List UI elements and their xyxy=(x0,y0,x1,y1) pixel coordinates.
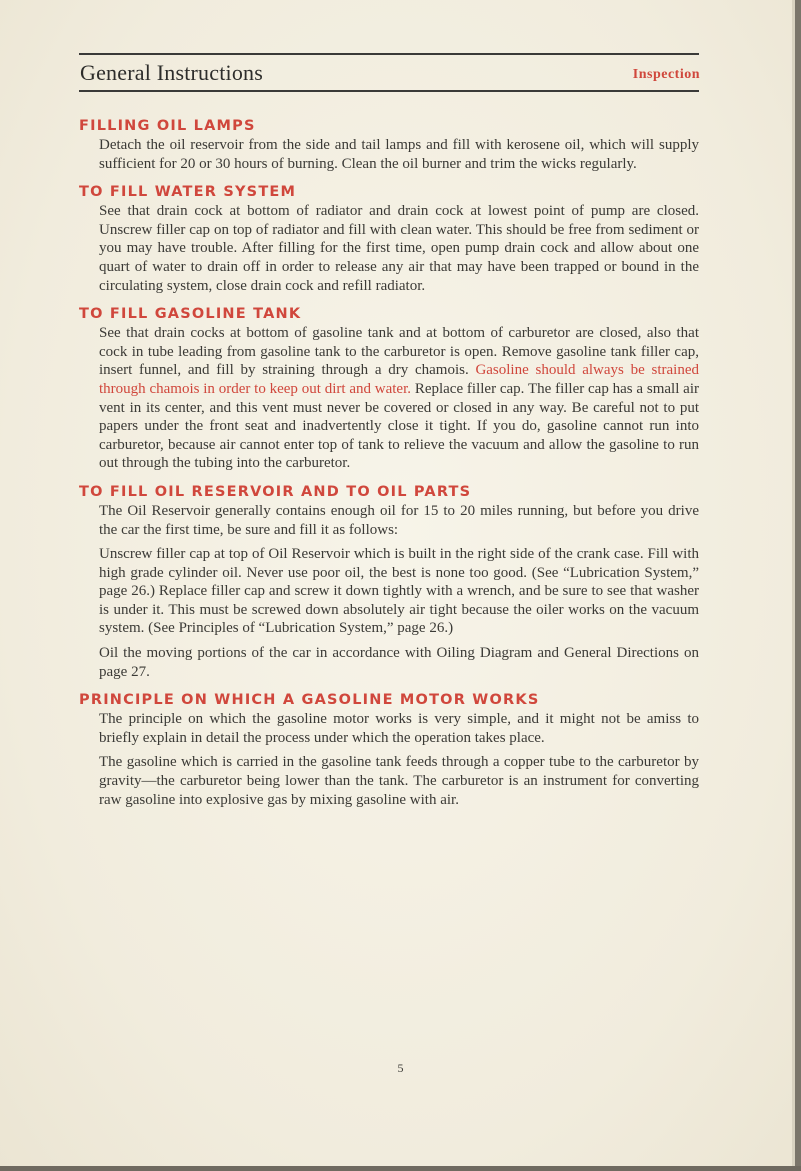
section-heading-oil-reservoir: TO FILL OIL RESERVOIR AND TO OIL PARTS xyxy=(79,483,472,500)
paragraph-oil-reservoir-3: Oil the moving portions of the car in accordance with Oiling Diagram and General Directions on page 27. xyxy=(99,645,699,680)
gasoline-text-after: Replace filler cap. The filler cap has a small air vent in its center, and this vent must never be covered or closed in any way. Be careful not to put papers under the front seat and inadvertently close it tight. If you do, gasoline cannot run into carburetor, because air cannot enter top of tank to relieve the vacuum and allow the gasoline to run out through the tubing into the carburetor. xyxy=(99,380,699,472)
header-rule-top xyxy=(79,53,699,55)
page-content xyxy=(79,116,699,809)
gasoline-text-before: See that drain cocks at bottom of gasoline tank and at bottom of carburetor are closed, also that cock in tube leading from gasoline tank to the carburetor is open. Remove gasoline tank filler cap, insert funnel, and fill by straining through a dry chamois. xyxy=(99,325,699,379)
header-rule-bottom xyxy=(79,90,699,92)
paragraph-gasoline-motor-2: The gasoline which is carried in the gasoline tank feeds through a copper tube to the carburetor by gravity—the carburetor being lower than the tank. The carburetor is an instrument for converting raw gasoline into explosive gas by mixing gasoline with air. xyxy=(99,754,699,808)
gasoline-warning-highlight: Gasoline should always be strained through chamois in order to keep out dirt and water. xyxy=(99,362,699,397)
paragraph-oil-reservoir-1: The Oil Reservoir generally contains enough oil for 15 to 20 miles running, but before you drive the car the first time, be sure and fill it as follows: xyxy=(99,502,699,538)
paragraph-gasoline-motor-1: The principle on which the gasoline motor works is very simple, and it might not be amiss to briefly explain in detail the process under which the operation takes place. xyxy=(99,711,699,746)
page-title: General Instructions xyxy=(80,60,263,85)
section-heading-gasoline-tank: TO FILL GASOLINE TANK xyxy=(79,306,302,323)
page-number: 5 xyxy=(397,1061,404,1075)
section-heading-water-system: TO FILL WATER SYSTEM xyxy=(79,184,297,201)
page-bottom-edge xyxy=(0,1166,801,1171)
paragraph-oil-lamps: Detach the oil reservoir from the side and tail lamps and fill with kerosene oil, which will supply sufficient for 20 or 30 hours of burning. Clean the oil burner and trim the wicks regularly. xyxy=(99,137,699,172)
section-heading-gasoline-motor: PRINCIPLE ON WHICH A GASOLINE MOTOR WORKS xyxy=(79,692,540,709)
paragraph-oil-reservoir-2: Unscrew filler cap at top of Oil Reservoir which is built in the right side of the crank case. Fill with high grade cylinder oil. Never use poor oil, the best is none too good. (See “Lubrication System,” page 26.) Replace filler cap and screw it down tightly with a wrench, and be sure to see that washer is under it. This must be screwed down absolutely air tight because the oiler works on the vacuum system. (See Principles of “Lubrication System,” page 26.) xyxy=(99,546,699,637)
section-heading-oil-lamps: FILLING OIL LAMPS xyxy=(79,118,256,134)
page-edge xyxy=(795,0,801,1171)
paragraph-gasoline-tank xyxy=(99,324,699,473)
paragraph-water-system: See that drain cock at bottom of radiator and drain cock at lowest point of pump are closed. Unscrew filler cap on top of radiator and fill with clean water. This should be free from sediment or you may have trouble. After filling for the first time, open pump drain cock and allow about one quart of water to drain off in order to release any air that may have been trapped or bound in the circulating system, close drain cock and refill radiator. xyxy=(99,203,699,294)
section-label: Inspection xyxy=(632,67,700,82)
